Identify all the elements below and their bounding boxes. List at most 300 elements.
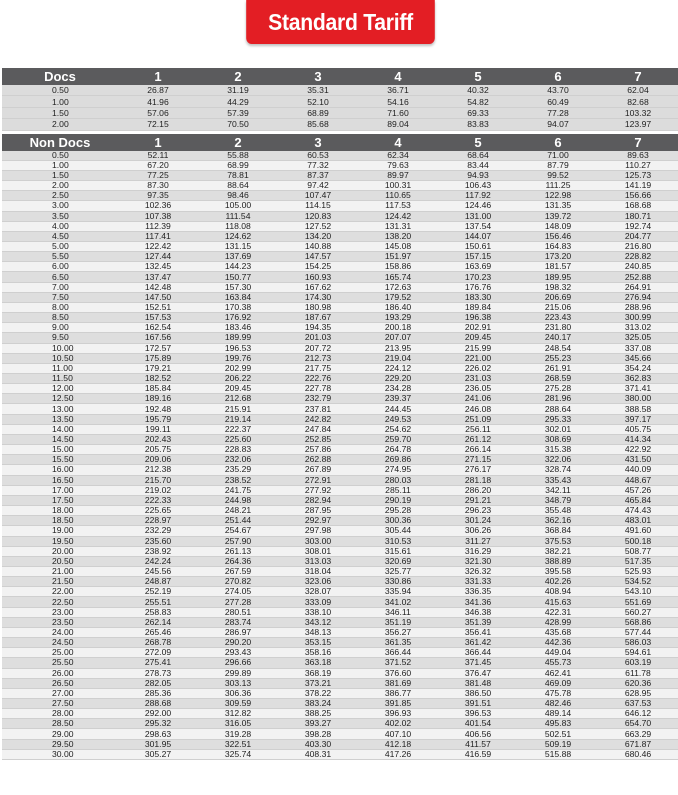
rate-cell: 268.59 <box>518 374 598 384</box>
rate-cell: 183.46 <box>198 323 278 333</box>
rate-cell: 242.24 <box>118 556 198 566</box>
rate-cell: 281.96 <box>518 394 598 404</box>
table-row <box>2 617 678 627</box>
rate-cell: 440.09 <box>598 465 678 475</box>
rate-cell: 240.17 <box>518 333 598 343</box>
rate-cell: 415.63 <box>518 597 598 607</box>
weight-cell: 6.00 <box>2 262 118 272</box>
rate-cell: 181.57 <box>518 262 598 272</box>
rate-cell: 577.44 <box>598 627 678 637</box>
rate-cell: 219.04 <box>358 353 438 363</box>
rate-cell: 124.46 <box>438 201 518 211</box>
table-row <box>2 658 678 668</box>
rate-cell: 256.11 <box>438 424 518 434</box>
rate-cell: 151.97 <box>358 252 438 262</box>
rate-cell: 156.46 <box>518 231 598 241</box>
rate-cell: 297.98 <box>278 526 358 536</box>
rate-cell: 628.95 <box>598 688 678 698</box>
rate-cell: 87.37 <box>278 170 358 180</box>
rate-cell: 371.41 <box>598 384 678 394</box>
table-row <box>2 85 678 96</box>
rate-cell: 388.25 <box>278 709 358 719</box>
rate-cell: 225.65 <box>118 506 198 516</box>
rate-cell: 200.18 <box>358 323 438 333</box>
zone-header: 1 <box>118 134 198 151</box>
weight-cell: 7.00 <box>2 282 118 292</box>
table-row <box>2 627 678 637</box>
rate-cell: 275.28 <box>518 384 598 394</box>
table-row <box>2 729 678 739</box>
rate-cell: 361.42 <box>438 638 518 648</box>
rate-cell: 455.73 <box>518 658 598 668</box>
rate-cell: 179.21 <box>118 363 198 373</box>
rate-cell: 228.97 <box>118 516 198 526</box>
rate-cell: 366.44 <box>358 648 438 658</box>
weight-cell: 17.00 <box>2 485 118 495</box>
rate-cell: 388.89 <box>518 556 598 566</box>
rate-cell: 395.58 <box>518 566 598 576</box>
rate-cell: 308.01 <box>278 546 358 556</box>
weight-cell: 18.00 <box>2 506 118 516</box>
table-row <box>2 587 678 597</box>
table-row <box>2 516 678 526</box>
rate-cell: 118.08 <box>198 221 278 231</box>
rate-cell: 163.69 <box>438 262 518 272</box>
rate-cell: 131.35 <box>518 201 598 211</box>
rate-cell: 67.20 <box>118 160 198 170</box>
rate-cell: 117.53 <box>358 201 438 211</box>
rate-cell: 414.34 <box>598 434 678 444</box>
rate-cell: 131.15 <box>198 241 278 251</box>
rate-cell: 245.56 <box>118 566 198 576</box>
rate-cell: 170.38 <box>198 302 278 312</box>
weight-cell: 22.50 <box>2 597 118 607</box>
weight-cell: 1.00 <box>2 96 118 107</box>
zone-header: 2 <box>198 68 278 85</box>
rate-cell: 212.38 <box>118 465 198 475</box>
rate-cell: 247.84 <box>278 424 358 434</box>
rate-cell: 246.08 <box>438 404 518 414</box>
rate-cell: 170.23 <box>438 272 518 282</box>
rate-cell: 407.10 <box>358 729 438 739</box>
rate-cell: 212.73 <box>278 353 358 363</box>
page-title: Standard Tariff <box>268 8 413 35</box>
table-row <box>2 688 678 698</box>
rate-cell: 157.30 <box>198 282 278 292</box>
rate-cell: 83.83 <box>438 119 518 130</box>
table-row <box>2 170 678 180</box>
rate-cell: 209.45 <box>438 333 518 343</box>
rate-cell: 148.09 <box>518 221 598 231</box>
rate-cell: 368.19 <box>278 668 358 678</box>
rate-cell: 125.73 <box>598 170 678 180</box>
rate-cell: 402.02 <box>358 719 438 729</box>
rate-cell: 202.43 <box>118 434 198 444</box>
rate-cell: 398.28 <box>278 729 358 739</box>
rate-cell: 351.19 <box>358 617 438 627</box>
weight-cell: 26.00 <box>2 668 118 678</box>
rate-cell: 637.53 <box>598 699 678 709</box>
rate-cell: 603.19 <box>598 658 678 668</box>
rate-cell: 322.51 <box>198 739 278 749</box>
rate-cell: 295.28 <box>358 506 438 516</box>
zone-header: 1 <box>118 68 198 85</box>
rate-cell: 422.92 <box>598 445 678 455</box>
rate-cell: 517.35 <box>598 556 678 566</box>
rate-cell: 179.52 <box>358 292 438 302</box>
rate-cell: 131.00 <box>438 211 518 221</box>
rate-cell: 254.67 <box>198 526 278 536</box>
rate-cell: 397.17 <box>598 414 678 424</box>
rate-cell: 375.53 <box>518 536 598 546</box>
rate-cell: 60.49 <box>518 96 598 107</box>
rate-cell: 382.21 <box>518 546 598 556</box>
rate-cell: 202.99 <box>198 363 278 373</box>
rate-cell: 216.80 <box>598 241 678 251</box>
rate-cell: 163.84 <box>198 292 278 302</box>
rate-cell: 475.78 <box>518 688 598 698</box>
rate-cell: 491.60 <box>598 526 678 536</box>
rate-cell: 165.74 <box>358 272 438 282</box>
weight-cell: 25.50 <box>2 658 118 668</box>
rate-cell: 300.36 <box>358 516 438 526</box>
rate-cell: 310.53 <box>358 536 438 546</box>
rate-cell: 176.92 <box>198 313 278 323</box>
rate-cell: 388.58 <box>598 404 678 414</box>
weight-cell: 14.00 <box>2 424 118 434</box>
table-row <box>2 96 678 107</box>
table-row <box>2 607 678 617</box>
table-row <box>2 160 678 170</box>
rate-cell: 240.85 <box>598 262 678 272</box>
weight-cell: 24.50 <box>2 638 118 648</box>
rate-cell: 241.06 <box>438 394 518 404</box>
rate-cell: 267.89 <box>278 465 358 475</box>
rate-cell: 449.04 <box>518 648 598 658</box>
rate-cell: 158.86 <box>358 262 438 272</box>
rate-cell: 286.97 <box>198 627 278 637</box>
rate-cell: 301.95 <box>118 739 198 749</box>
rate-cell: 288.96 <box>598 302 678 312</box>
rate-cell: 70.50 <box>198 119 278 130</box>
rate-cell: 99.52 <box>518 170 598 180</box>
rate-cell: 55.88 <box>198 151 278 161</box>
rate-cell: 315.61 <box>358 546 438 556</box>
rate-cell: 525.93 <box>598 566 678 576</box>
rate-cell: 198.32 <box>518 282 598 292</box>
weight-cell: 0.50 <box>2 85 118 96</box>
table-row <box>2 374 678 384</box>
rate-cell: 277.28 <box>198 597 278 607</box>
rate-cell: 345.66 <box>598 353 678 363</box>
rate-cell: 378.22 <box>278 688 358 698</box>
rate-cell: 221.00 <box>438 353 518 363</box>
rate-cell: 150.61 <box>438 241 518 251</box>
rate-cell: 663.29 <box>598 729 678 739</box>
rate-cell: 261.91 <box>518 363 598 373</box>
rate-cell: 180.98 <box>278 302 358 312</box>
weight-cell: 27.00 <box>2 688 118 698</box>
rate-cell: 442.36 <box>518 638 598 648</box>
rate-cell: 282.05 <box>118 678 198 688</box>
nondocs-label: Non Docs <box>2 134 118 151</box>
rate-cell: 296.66 <box>198 658 278 668</box>
rate-cell: 40.32 <box>438 85 518 96</box>
rate-cell: 189.95 <box>518 272 598 282</box>
weight-cell: 6.50 <box>2 272 118 282</box>
docs-label: Docs <box>2 68 118 85</box>
rate-cell: 213.95 <box>358 343 438 353</box>
rate-cell: 224.12 <box>358 363 438 373</box>
table-row <box>2 485 678 495</box>
rate-cell: 362.83 <box>598 374 678 384</box>
table-row <box>2 749 678 759</box>
rate-cell: 215.91 <box>198 404 278 414</box>
rate-cell: 306.26 <box>438 526 518 536</box>
rate-cell: 237.81 <box>278 404 358 414</box>
rate-cell: 431.50 <box>598 455 678 465</box>
rate-cell: 199.11 <box>118 424 198 434</box>
rate-cell: 223.43 <box>518 313 598 323</box>
rate-cell: 408.31 <box>278 749 358 759</box>
rate-cell: 172.63 <box>358 282 438 292</box>
weight-cell: 4.50 <box>2 231 118 241</box>
rate-cell: 586.03 <box>598 638 678 648</box>
weight-cell: 25.00 <box>2 648 118 658</box>
weight-cell: 19.00 <box>2 526 118 536</box>
rate-cell: 465.84 <box>598 495 678 505</box>
rate-cell: 229.20 <box>358 374 438 384</box>
table-row <box>2 201 678 211</box>
rate-cell: 346.11 <box>358 607 438 617</box>
rate-cell: 280.51 <box>198 607 278 617</box>
rate-cell: 323.06 <box>278 577 358 587</box>
rate-cell: 112.39 <box>118 221 198 231</box>
rate-cell: 180.71 <box>598 211 678 221</box>
nondocs-header <box>2 130 678 151</box>
weight-cell: 15.50 <box>2 455 118 465</box>
rate-cell: 241.75 <box>198 485 278 495</box>
rate-cell: 239.37 <box>358 394 438 404</box>
rate-cell: 262.88 <box>278 455 358 465</box>
rate-cell: 391.51 <box>438 699 518 709</box>
rate-cell: 157.15 <box>438 252 518 262</box>
rate-cell: 266.14 <box>438 445 518 455</box>
rate-cell: 62.34 <box>358 151 438 161</box>
rate-cell: 402.26 <box>518 577 598 587</box>
rate-cell: 316.05 <box>198 719 278 729</box>
rate-cell: 206.69 <box>518 292 598 302</box>
rate-cell: 331.33 <box>438 577 518 587</box>
rate-cell: 290.20 <box>198 638 278 648</box>
table-row <box>2 536 678 546</box>
rate-cell: 353.15 <box>278 638 358 648</box>
rate-cell: 215.99 <box>438 343 518 353</box>
rate-cell: 189.16 <box>118 394 198 404</box>
weight-cell: 8.50 <box>2 313 118 323</box>
rate-cell: 328.74 <box>518 465 598 475</box>
rate-cell: 336.35 <box>438 587 518 597</box>
rate-cell: 232.29 <box>118 526 198 536</box>
rate-cell: 142.48 <box>118 282 198 292</box>
rate-cell: 264.78 <box>358 445 438 455</box>
weight-cell: 20.00 <box>2 546 118 556</box>
rate-cell: 285.11 <box>358 485 438 495</box>
rate-cell: 269.86 <box>358 455 438 465</box>
weight-cell: 11.50 <box>2 374 118 384</box>
table-row <box>2 566 678 576</box>
rate-cell: 316.29 <box>438 546 518 556</box>
rate-cell: 288.68 <box>118 699 198 709</box>
rate-cell: 267.59 <box>198 566 278 576</box>
rate-cell: 295.33 <box>518 414 598 424</box>
rate-cell: 68.99 <box>198 160 278 170</box>
rate-cell: 515.88 <box>518 749 598 759</box>
table-row <box>2 424 678 434</box>
rate-cell: 103.32 <box>598 107 678 118</box>
rate-cell: 77.25 <box>118 170 198 180</box>
rate-cell: 144.23 <box>198 262 278 272</box>
rate-cell: 277.92 <box>278 485 358 495</box>
table-row <box>2 648 678 658</box>
rate-cell: 251.09 <box>438 414 518 424</box>
rate-cell: 183.30 <box>438 292 518 302</box>
weight-cell: 14.50 <box>2 434 118 444</box>
rate-cell: 35.31 <box>278 85 358 96</box>
rate-cell: 68.89 <box>278 107 358 118</box>
rate-cell: 52.10 <box>278 96 358 107</box>
rate-cell: 114.15 <box>278 201 358 211</box>
rate-cell: 62.04 <box>598 85 678 96</box>
rate-cell: 57.06 <box>118 107 198 118</box>
table-row <box>2 333 678 343</box>
rate-cell: 94.93 <box>438 170 518 180</box>
rate-cell: 261.12 <box>438 434 518 444</box>
rate-cell: 373.21 <box>278 678 358 688</box>
weight-cell: 13.00 <box>2 404 118 414</box>
table-row <box>2 475 678 485</box>
weight-cell: 9.00 <box>2 323 118 333</box>
rate-cell: 110.65 <box>358 191 438 201</box>
table-row <box>2 668 678 678</box>
rate-cell: 305.44 <box>358 526 438 536</box>
rate-cell: 381.48 <box>438 678 518 688</box>
rate-cell: 248.54 <box>518 343 598 353</box>
table-row <box>2 414 678 424</box>
rate-cell: 88.64 <box>198 181 278 191</box>
rate-cell: 207.07 <box>358 333 438 343</box>
rate-cell: 72.15 <box>118 119 198 130</box>
rate-cell: 276.94 <box>598 292 678 302</box>
rate-cell: 189.99 <box>198 333 278 343</box>
nondocs-rates <box>2 151 678 760</box>
rate-cell: 54.82 <box>438 96 518 107</box>
rate-cell: 186.40 <box>358 302 438 312</box>
rate-cell: 152.51 <box>118 302 198 312</box>
rate-cell: 137.54 <box>438 221 518 231</box>
rate-cell: 139.72 <box>518 211 598 221</box>
rate-cell: 162.54 <box>118 323 198 333</box>
rate-cell: 343.12 <box>278 617 358 627</box>
table-row <box>2 107 678 118</box>
rate-cell: 282.94 <box>278 495 358 505</box>
rate-cell: 44.29 <box>198 96 278 107</box>
rate-cell: 187.67 <box>278 313 358 323</box>
weight-cell: 1.50 <box>2 170 118 180</box>
rate-cell: 173.20 <box>518 252 598 262</box>
rate-cell: 225.60 <box>198 434 278 444</box>
rate-cell: 209.06 <box>118 455 198 465</box>
rate-cell: 318.04 <box>278 566 358 576</box>
table-row <box>2 363 678 373</box>
table-row <box>2 231 678 241</box>
table-row <box>2 526 678 536</box>
rate-cell: 313.02 <box>598 323 678 333</box>
rate-cell: 234.28 <box>358 384 438 394</box>
rate-cell: 371.45 <box>438 658 518 668</box>
rate-cell: 77.28 <box>518 107 598 118</box>
zone-header: 3 <box>278 134 358 151</box>
table-row <box>2 699 678 709</box>
rate-cell: 111.54 <box>198 211 278 221</box>
rate-cell: 141.19 <box>598 181 678 191</box>
table-row <box>2 262 678 272</box>
rate-cell: 138.20 <box>358 231 438 241</box>
table-row <box>2 292 678 302</box>
table-row <box>2 191 678 201</box>
rate-cell: 315.38 <box>518 445 598 455</box>
rate-cell: 117.41 <box>118 231 198 241</box>
table-row <box>2 597 678 607</box>
rate-cell: 122.42 <box>118 241 198 251</box>
rate-cell: 285.36 <box>118 688 198 698</box>
rate-cell: 196.38 <box>438 313 518 323</box>
rate-cell: 330.86 <box>358 577 438 587</box>
rate-cell: 111.25 <box>518 181 598 191</box>
rate-cell: 244.45 <box>358 404 438 414</box>
weight-cell: 27.50 <box>2 699 118 709</box>
rate-cell: 77.32 <box>278 160 358 170</box>
weight-cell: 26.50 <box>2 678 118 688</box>
rate-cell: 489.14 <box>518 709 598 719</box>
weight-cell: 0.50 <box>2 151 118 161</box>
rate-cell: 254.62 <box>358 424 438 434</box>
docs-header <box>2 68 678 85</box>
rate-cell: 226.02 <box>438 363 518 373</box>
rate-cell: 356.27 <box>358 627 438 637</box>
rate-cell: 568.86 <box>598 617 678 627</box>
rate-cell: 172.57 <box>118 343 198 353</box>
weight-cell: 3.50 <box>2 211 118 221</box>
rate-cell: 206.22 <box>198 374 278 384</box>
rate-cell: 386.50 <box>438 688 518 698</box>
weight-cell: 20.50 <box>2 556 118 566</box>
rate-cell: 89.97 <box>358 170 438 180</box>
rate-cell: 482.46 <box>518 699 598 709</box>
rate-cell: 300.99 <box>598 313 678 323</box>
rate-cell: 120.83 <box>278 211 358 221</box>
rate-cell: 654.70 <box>598 719 678 729</box>
rate-cell: 127.52 <box>278 221 358 231</box>
rate-cell: 261.13 <box>198 546 278 556</box>
rate-cell: 376.47 <box>438 668 518 678</box>
weight-cell: 2.00 <box>2 181 118 191</box>
rate-cell: 82.68 <box>598 96 678 107</box>
weight-cell: 29.50 <box>2 739 118 749</box>
rate-cell: 97.42 <box>278 181 358 191</box>
table-row <box>2 719 678 729</box>
rate-cell: 57.39 <box>198 107 278 118</box>
